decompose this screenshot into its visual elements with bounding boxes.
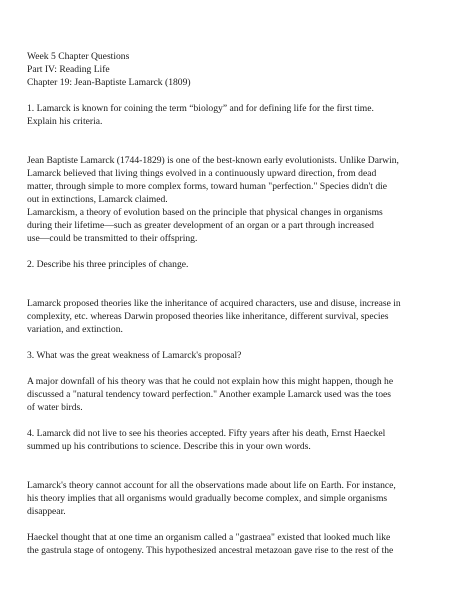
answer-1: Jean Baptiste Lamarck (1744-1829) is one of the best-known early evolutionists. Unlike Darwin, Lamarck believed that living things evolved in a continuously upward direction, from dead matter, through simple to more complex forms, toward human "perfection." Species didn't die out in extinctions, Lamarck claimed. Lamarckism, a theory of evolution based on the principle that physical changes in organisms during their lifetime—such as greater development of an organ or a part through increased use—could be transmitted to their offspring. <box>27 155 399 244</box>
document-page <box>27 50 457 557</box>
answer-3: A major downfall of his theory was that he could not explain how this might happen, though he discussed a "natural tendency toward perfection." Another example Lamarck used was the toes of water birds. <box>27 376 394 413</box>
header-week: Week 5 Chapter Questions <box>27 51 130 62</box>
answer-2: Lamarck proposed theories like the inheritance of acquired characters, use and disuse, increase in complexity, etc. whereas Darwin proposed theories like inheritance, different survival, species variation, and extinction. <box>27 298 401 335</box>
document-header <box>27 50 457 89</box>
answer-4-paragraph-1: Lamarck's theory cannot account for all the observations made about life on Earth. For instance, his theory implies that all organisms would gradually become complex, and simple organisms disappear. <box>27 480 396 517</box>
answer-4-paragraph-2: Haeckel thought that at one time an organism called a "gastraea" existed that looked much like the gastrula stage of ontogeny. This hypothesized ancestral metazoan gave rise to the rest of the <box>27 532 394 556</box>
question-1: 1. Lamarck is known for coining the term “biology” and for defining life for the first time. Explain his criteria. <box>27 103 374 127</box>
header-chapter: Chapter 19: Jean-Baptiste Lamarck (1809) <box>27 77 191 88</box>
question-3: 3. What was the great weakness of Lamarck's proposal? <box>27 350 242 361</box>
question-4: 4. Lamarck did not live to see his theories accepted. Fifty years after his death, Ernst Haeckel summed up his contributions to science. Describe this in your own words. <box>27 428 386 452</box>
header-part: Part IV: Reading Life <box>27 64 110 75</box>
question-2: 2. Describe his three principles of change. <box>27 259 189 270</box>
